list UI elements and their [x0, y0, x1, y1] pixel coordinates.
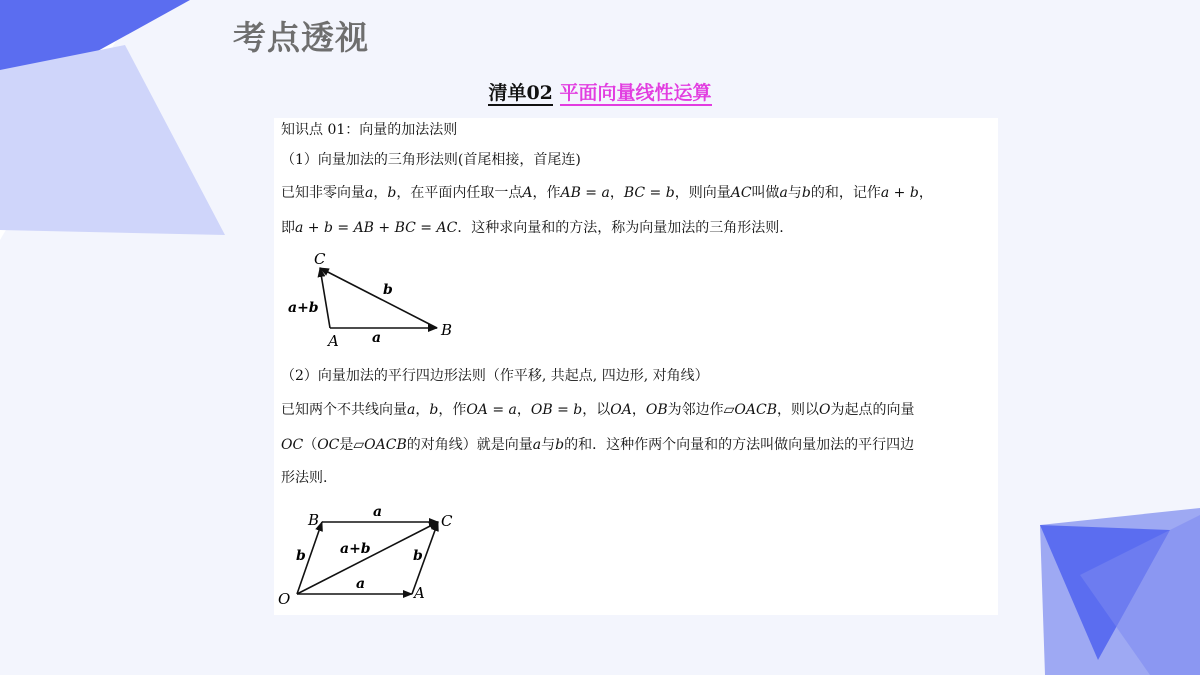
text: ，作 [438, 402, 467, 418]
label-O: O [278, 590, 291, 608]
text: ， [609, 185, 624, 201]
text: 已知两个不共线向量 [281, 402, 407, 418]
math: AB = a [560, 185, 610, 201]
math: OA = a [466, 402, 517, 418]
vector-sum-arrow [320, 268, 330, 328]
text: 即 [281, 220, 295, 236]
page-title: 考点透视 [233, 18, 369, 57]
math: b [555, 437, 565, 453]
label-a-plus-b: a+b [288, 300, 319, 316]
label-a: a [372, 330, 382, 346]
math: a [365, 185, 374, 201]
label-A: A [414, 584, 425, 602]
text: ， [415, 402, 430, 418]
text: 的对角线）就是向量 [406, 437, 533, 453]
knowledge-point-title: 知识点 01：向量的加法法则 [281, 122, 458, 138]
heading-label: 清单02 [488, 82, 553, 104]
label-b-right: b [413, 548, 423, 564]
math: OB = b [530, 402, 583, 418]
math: OB [645, 402, 668, 418]
label-C: C [441, 512, 453, 530]
section-heading [0, 78, 1200, 105]
math: a [779, 185, 788, 201]
text: 与 [541, 437, 556, 453]
parallelogram-rule-paragraph-line2 [281, 435, 1001, 455]
label-a-top: a [373, 504, 383, 520]
text: ， [516, 402, 531, 418]
text: 已知非零向量 [281, 185, 365, 201]
text: ， [373, 185, 388, 201]
parallelogram-rule-paragraph-line1 [281, 400, 1001, 420]
label-b: b [383, 282, 393, 298]
math: BC = b [623, 185, 675, 201]
triangle-rule-title: （1）向量加法的三角形法则(首尾相接，首尾连) [281, 152, 581, 168]
text: 与 [787, 185, 802, 201]
text: ，则以 [776, 402, 819, 418]
triangle-rule-paragraph-line1 [281, 183, 1001, 203]
parallelogram-rule-figure [272, 502, 472, 610]
text: ，则向量 [674, 185, 731, 201]
text: 为起点的向量 [830, 402, 915, 418]
parallelogram-rule-title: （2）向量加法的平行四边形法则（作平移, 共起点, 四边形, 对角线） [281, 368, 709, 384]
math: OA [610, 402, 632, 418]
label-C: C [314, 250, 326, 268]
text: 是 [339, 437, 354, 453]
math: a [407, 402, 416, 418]
label-a-plus-b: a+b [340, 541, 371, 557]
label-a-bottom: a [356, 576, 366, 592]
text: ．这种求向量和的方法，称为向量加法的三角形法则. [457, 220, 784, 236]
triangle-rule-paragraph-line2 [281, 218, 1001, 238]
text: 的和，记作 [810, 185, 881, 201]
math: O [818, 402, 831, 418]
math: a + b = AB + BC = AC [295, 220, 458, 236]
math: a [532, 437, 542, 453]
text: ， [918, 185, 933, 201]
math: b [429, 402, 439, 418]
text: 为邻边作 [667, 402, 724, 418]
math: OC [281, 437, 304, 453]
text: （ [303, 437, 318, 453]
math: b [387, 185, 397, 201]
text: 的和．这种作两个向量和的方法叫做向量加法的平行四边 [564, 437, 915, 453]
label-A: A [328, 332, 339, 350]
math: OC [317, 437, 340, 453]
math: A [522, 185, 533, 201]
math: ▱OACB [723, 402, 777, 418]
vector-b-arrow [320, 268, 437, 328]
text: 叫做 [751, 185, 780, 201]
label-B: B [441, 321, 453, 339]
text: ，作 [532, 185, 561, 201]
math: a + b [880, 185, 919, 201]
math: ▱OACB [353, 437, 407, 453]
heading-topic: 平面向量线性运算 [559, 82, 712, 104]
math: b [801, 185, 811, 201]
text: ，在平面内任取一点 [396, 185, 523, 201]
label-B: B [308, 511, 320, 529]
text: ， [631, 402, 646, 418]
label-b-left: b [296, 548, 306, 564]
parallelogram-rule-paragraph-line3: 形法则. [281, 470, 328, 486]
math: AC [730, 185, 752, 201]
text: ，以 [582, 402, 611, 418]
triangle-rule-figure [280, 246, 470, 350]
